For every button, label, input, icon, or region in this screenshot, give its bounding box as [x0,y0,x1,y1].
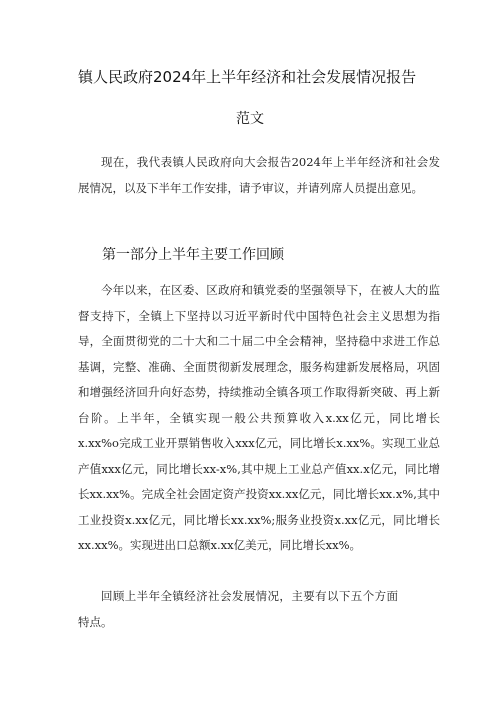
document-subtitle: 范文 [236,111,264,127]
section-body-paragraph: 今年以来，在区委、区政府和镇党委的坚强领导下，在被人大的监督支持下，全镇上下坚持以习近平新时代中国特色社会主义思想为指导，全面贯彻党的二十大和二十届二中全会精神，坚持稳中求进工作总基调，完整、准确、全面贯彻新发展理念，服务构建新发展格局，巩固和增强经济回升向好态势，持续推动全镇各项工作取得新突破、再上新台阶。上半年，全镇实现一般公共预算收入x.xx亿元，同比增长x.xx%o完成工业开票销售收入xxx亿元，同比增长x.xx%。实现工业总产值xxx亿元，同比增长xx-x%,其中规上工业总产值xx.x亿元，同比增长xx.xx%。完成全社会固定资产投资xx.xx亿元，同比增长xx.x%,其中工业投资x.xx亿元，同比增长xx.xx%;服务业投资x.xx亿元，同比增长xx.xx%。实现进出口总额x.xx亿美元，同比增长xx%。 [78,283,440,552]
closing-paragraph: 回顾上半年全镇经济社会发展情况，主要有以下五个方面特点。 [78,589,398,629]
intro-paragraph: 现在，我代表镇人民政府向大会报告2024年上半年经济和社会发展情况，以及下半年工作安排，请予审议，并请列席人员提出意见。 [78,155,440,195]
document-title: 镇人民政府2024年上半年经济和社会发展情况报告 [78,68,417,86]
section-heading: 第一部分上半年主要工作回顾 [102,247,284,263]
